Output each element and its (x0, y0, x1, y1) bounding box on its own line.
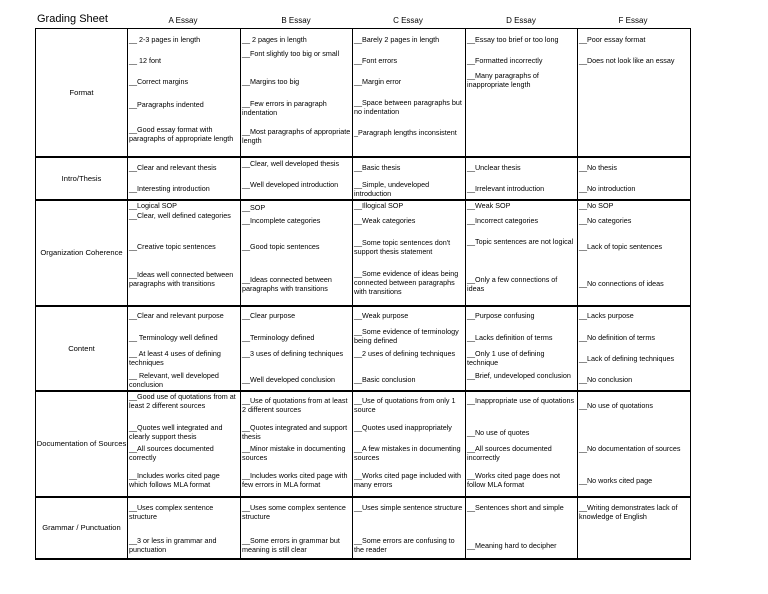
criterion-item: __Few errors in paragraph indentation (242, 99, 327, 117)
criteria-cell (353, 29, 466, 157)
criterion-item: __Good topic sentences (242, 241, 320, 251)
criterion-item: __Ideas connected between paragraphs with transitions (242, 274, 332, 293)
criteria-cell (353, 306, 466, 391)
criterion-item: __Some evidence of terminology being defined (354, 326, 459, 345)
criterion-item: __Well developed introduction (242, 179, 339, 189)
criterion-item: __Uses complex sentence structure (129, 502, 214, 521)
page-title: Grading Sheet (37, 13, 108, 25)
criteria-cell (466, 391, 578, 497)
criteria-cell (128, 200, 241, 306)
criterion-item: __Creative topic sentences (129, 241, 216, 251)
criterion-item: __Use of quotations from at least 2 different sources (242, 395, 348, 414)
criterion-item: __Includes works cited page which follows MLA format (129, 470, 220, 489)
criterion-item: __ 12 font (129, 56, 161, 65)
category-label: Intro/Thesis (36, 157, 128, 200)
criterion-item: __Interesting introduction (129, 183, 210, 193)
criterion-item: __No use of quotations (579, 400, 653, 410)
criterion-item: __No use of quotes (467, 427, 530, 437)
rubric-row-grammar-punctuation (36, 497, 691, 559)
criterion-item: __Weak purpose (354, 310, 409, 320)
criterion-item: __Lacks definition of terms (467, 332, 553, 342)
criterion-item: __Font errors (354, 56, 398, 65)
criterion-item: __Quotes used inappropriately (354, 422, 452, 432)
criterion-item: __Clear, well defined categories (129, 210, 231, 220)
criterion-item: __Ideas well connected between paragraphs with transitions (129, 269, 234, 288)
category-label: Grammar / Punctuation (36, 497, 128, 559)
criteria-cell (466, 306, 578, 391)
column-header-f-essay: F Essay (618, 16, 648, 25)
criterion-item: __ 2-3 pages in length (129, 35, 201, 44)
criterion-item: __No introduction (579, 183, 636, 193)
criterion-item: __Essay too brief or too long (467, 35, 559, 44)
criterion-item: __Uses some complex sentence structure (242, 502, 346, 521)
criteria-cell (578, 200, 691, 306)
category-label: Format (36, 29, 128, 157)
criterion-item: __Writing demonstrates lack of knowledge of English (579, 502, 678, 521)
criterion-item: __Paragraphs indented (129, 100, 204, 109)
criteria-cell (128, 306, 241, 391)
criterion-item: __Includes works cited page with few errors in MLA format (242, 470, 348, 489)
criteria-cell (578, 497, 691, 559)
criterion-item: __A few mistakes in documenting sources (354, 443, 461, 462)
criterion-item: __Good essay format with paragraphs of appropriate length (129, 125, 234, 143)
criterion-item: __Quotes integrated and support thesis (242, 422, 348, 441)
criterion-item: __Lack of topic sentences (579, 241, 663, 251)
criterion-item: __Clear and relevant thesis (129, 162, 217, 172)
criteria-cell (241, 29, 353, 157)
criterion-item: __ 2 pages in length (242, 35, 307, 44)
criterion-item: __Does not look like an essay (579, 56, 675, 65)
criterion-item: __Basic conclusion (354, 374, 416, 384)
criterion-item: __Purpose confusing (467, 310, 535, 320)
criterion-item: __Correct margins (129, 77, 189, 86)
criterion-item: __Some errors in grammar but meaning is still clear (242, 535, 340, 554)
criterion-item: __Logical SOP (129, 200, 177, 210)
column-header-d-essay: D Essay (506, 16, 536, 25)
criteria-cell (578, 391, 691, 497)
category-label: Content (36, 306, 128, 391)
criterion-item: __Incorrect categories (467, 215, 539, 225)
criteria-cell (466, 29, 578, 157)
rubric-row-organization-coherence (36, 200, 691, 306)
criteria-cell (353, 391, 466, 497)
criterion-item: __ Terminology well defined (129, 332, 218, 342)
criterion-item: __No connections of ideas (579, 278, 664, 288)
criterion-item: __Sentences short and simple (467, 502, 564, 512)
criterion-item: __Well developed conclusion (242, 374, 335, 384)
criterion-item: __Barely 2 pages in length (354, 35, 440, 44)
criterion-item: __All sources documented incorrectly (467, 443, 552, 462)
criteria-cell (466, 157, 578, 200)
criterion-item: __Minor mistake in documenting sources (242, 443, 346, 462)
criterion-item: __No definition of terms (579, 332, 655, 342)
criterion-item: __Margins too big (242, 77, 300, 86)
criterion-item: __SOP (242, 202, 266, 212)
criterion-item: __3 uses of defining techniques (242, 348, 344, 358)
criterion-item: __Weak categories (354, 215, 416, 225)
criterion-item: __Some topic sentences don't support thesis statement (354, 237, 451, 256)
criteria-cell (578, 29, 691, 157)
criteria-cell (241, 391, 353, 497)
criterion-item: __Illogical SOP (354, 200, 404, 210)
criterion-item: __Unclear thesis (467, 162, 521, 172)
criterion-item: __No documentation of sources (579, 443, 681, 453)
criterion-item: __Use of quotations from only 1 source (354, 395, 456, 414)
criteria-cell (128, 157, 241, 200)
criterion-item: __Weak SOP (467, 200, 511, 210)
criteria-cell (466, 497, 578, 559)
criterion-item: __2 uses of defining techniques (354, 348, 456, 358)
criteria-cell (241, 200, 353, 306)
category-label: Documentation of Sources (36, 391, 128, 497)
criterion-item: __Quotes well integrated and clearly support thesis (129, 422, 223, 441)
rubric-row-documentation-of-sources (36, 391, 691, 497)
criterion-item: __Poor essay format (579, 35, 646, 44)
criterion-item: __ At least 4 uses of defining techniques (129, 348, 221, 367)
criteria-cell (128, 29, 241, 157)
criteria-cell (128, 497, 241, 559)
criterion-item: __Incomplete categories (242, 215, 321, 225)
column-header-b-essay: B Essay (281, 16, 311, 25)
criterion-item: __Only a few connections of ideas (467, 274, 558, 293)
criterion-item: __Meaning hard to decipher (467, 540, 557, 550)
criterion-item: __Clear and relevant purpose (129, 310, 224, 320)
criterion-item: __Only 1 use of defining technique (467, 348, 545, 367)
criterion-item: __Lacks purpose (579, 310, 634, 320)
criteria-cell (466, 200, 578, 306)
grading-table (35, 28, 691, 560)
criterion-item: __Basic thesis (354, 162, 401, 172)
criterion-item: __Works cited page does not follow MLA format (467, 470, 560, 489)
criterion-item: __Font slightly too big or small (242, 49, 340, 58)
criterion-item: __Uses simple sentence structure (354, 502, 463, 512)
criterion-item: _Paragraph lengths inconsistent (354, 128, 457, 137)
criterion-item: __3 or less in grammar and punctuation (129, 535, 217, 554)
criteria-cell (578, 157, 691, 200)
criteria-cell (241, 497, 353, 559)
column-header-c-essay: C Essay (393, 16, 423, 25)
criterion-item: __No works cited page (579, 475, 653, 485)
criterion-item: __All sources documented correctly (129, 443, 214, 462)
criterion-item: __No thesis (579, 162, 617, 172)
criterion-item: __Works cited page included with many errors (354, 470, 461, 489)
criterion-item: __Most paragraphs of appropriate length (242, 127, 351, 145)
criterion-item: __Margin error (354, 77, 402, 86)
criteria-cell (578, 306, 691, 391)
criterion-item: __Good use of quotations from at least 2 different sources (129, 391, 236, 410)
rubric-row-intro-thesis (36, 157, 691, 200)
category-label: Organization Coherence (36, 200, 128, 306)
criterion-item: __Clear, well developed thesis (242, 158, 340, 168)
criterion-item: __Terminology defined (242, 332, 315, 342)
criterion-item: __Inappropriate use of quotations (467, 395, 575, 405)
criterion-item: __Formatted incorrectly (467, 56, 543, 65)
criteria-cell (353, 157, 466, 200)
criterion-item: __Clear purpose (242, 310, 296, 320)
rubric-row-content (36, 306, 691, 391)
rubric-row-format (36, 29, 691, 157)
column-header-a-essay: A Essay (168, 16, 198, 25)
criterion-item: __Topic sentences are not logical (467, 236, 574, 246)
criterion-item: __No SOP (579, 200, 614, 210)
criteria-cell (128, 391, 241, 497)
criterion-item: __Space between paragraphs but no indentation (354, 98, 462, 116)
criterion-item: __Lack of defining techniques (579, 353, 675, 363)
criterion-item: __No categories (579, 215, 632, 225)
criterion-item: __Some evidence of ideas being connected between paragraphs with transitions (354, 268, 459, 296)
criteria-cell (353, 200, 466, 306)
criteria-cell (353, 497, 466, 559)
criterion-item: __Some errors are confusing to the reader (354, 535, 455, 554)
criterion-item: __No conclusion (579, 374, 633, 384)
criterion-item: __Irrelevant introduction (467, 183, 545, 193)
criterion-item: __Many paragraphs of inappropriate length (467, 71, 539, 89)
criteria-cell (241, 157, 353, 200)
criterion-item: __ Relevant, well developed conclusion (129, 370, 219, 389)
criterion-item: __Simple, undeveloped introduction (354, 179, 430, 198)
criteria-cell (241, 306, 353, 391)
criterion-item: __Brief, undeveloped conclusion (467, 370, 571, 380)
